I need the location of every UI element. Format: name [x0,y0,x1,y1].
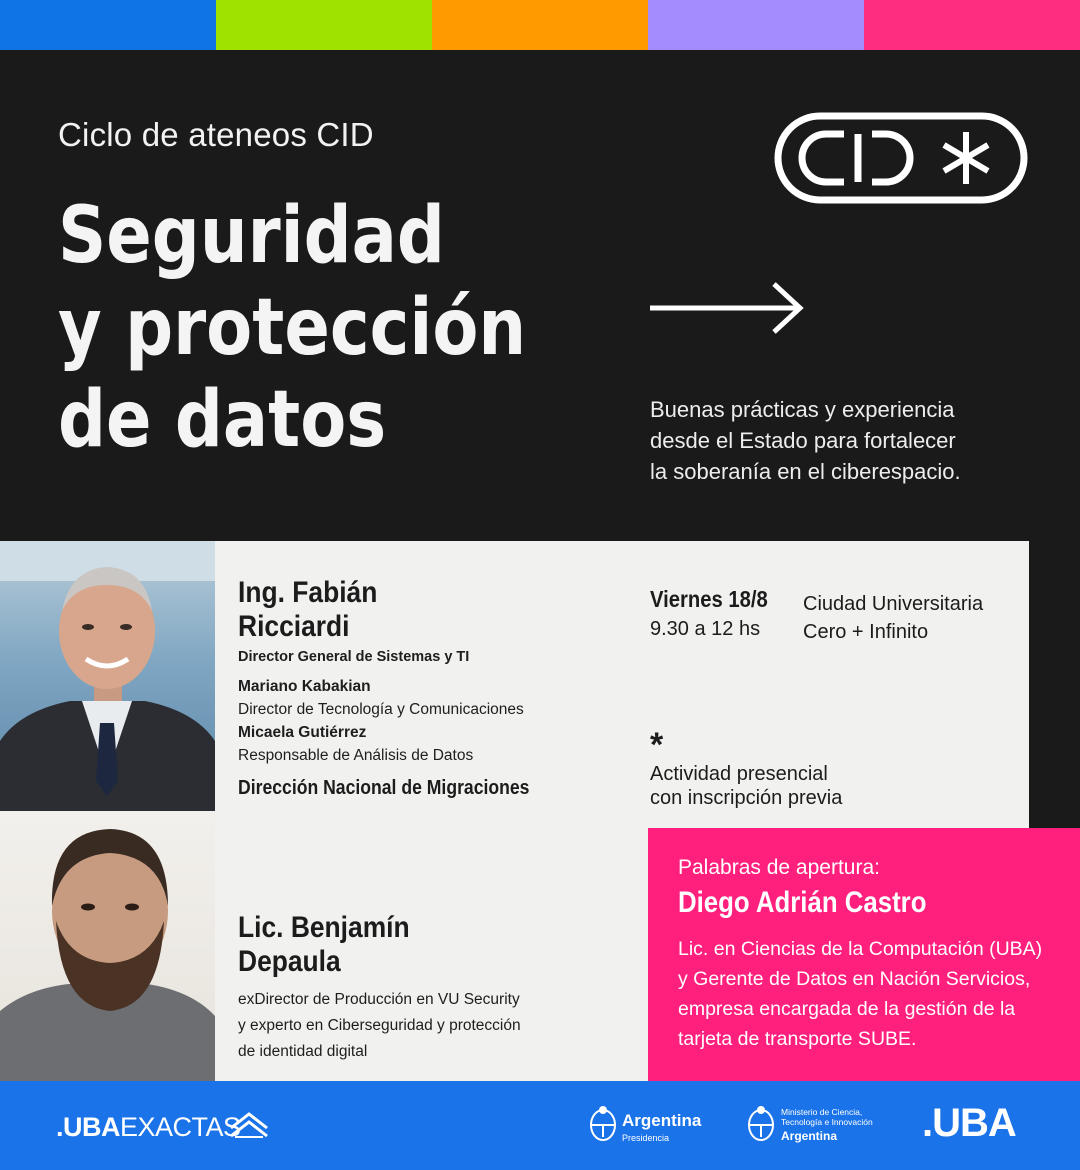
uba-exactas-suffix: EXACTAS [120,1112,241,1142]
co-speaker-name: Mariano Kabakian [238,678,371,695]
co-speaker-name: Micaela Gutiérrez [238,724,367,741]
ministry-label [781,1107,873,1127]
stripe-pink [864,0,1080,50]
page-title [58,190,574,466]
opening-label: Palabras de apertura: [678,856,880,879]
place-line-1: Ciudad Universitaria [803,593,984,615]
event-date: Viernes 18/8 [650,586,768,612]
opening-remarks-box [648,828,1080,1081]
opening-speaker-name: Diego Adrián Castro [678,886,927,919]
color-stripes [0,0,1080,50]
registration-note [650,762,842,810]
speaker-name-ricciardi [238,576,377,644]
event-place [803,590,983,646]
uba-exactas-prefix: .UBA [56,1112,120,1142]
speaker-bio-line-2: y experto en Ciberseguridad y protección [238,1017,521,1034]
hero-section [0,50,1080,541]
stripe-green [216,0,432,50]
co-speaker-role: Responsable de Análisis de Datos [238,747,474,764]
speaker-bio-line-1: exDirector de Producción en VU Security [238,991,520,1008]
tagline [650,394,1050,487]
tagline-line-2: desde el Estado para fortalecer [650,428,956,453]
stripe-orange [432,0,648,50]
argentina-label: Argentina [622,1111,702,1130]
opening-description [678,934,1078,1054]
asterisk-mark: * [650,726,664,764]
speaker-bio-line-3: de identidad digital [238,1043,368,1060]
speaker-name-line-1: Lic. Benjamín [238,911,410,944]
presidencia-label: Presidencia [622,1133,670,1143]
desc-line-1: Lic. en Ciencias de la Computación (UBA) [678,938,1043,960]
series-label: Ciclo de ateneos CID [58,116,374,153]
asterisk-icon [944,132,988,184]
footer-logos [0,1081,1080,1170]
cid-logo [774,112,1028,204]
ministry-country: Argentina [781,1129,838,1143]
tagline-line-3: la soberanía en el ciberespacio. [650,459,961,484]
speaker-role: Director General de Sistemas y TI [238,649,470,665]
co-speaker-role: Director de Tecnología y Comunicaciones [238,701,524,718]
speaker-name-line-2: Ricciardi [238,610,350,643]
title-line-2: y protección [58,283,527,373]
stripe-violet [648,0,864,50]
arrow-right-icon [650,280,806,336]
speaker-name-depaula [238,911,410,979]
stripe-blue [0,0,216,50]
desc-line-2: y Gerente de Datos en Nación Servicios, [678,968,1031,990]
title-line-3: de datos [58,375,387,465]
event-time: 9.30 a 12 hs [650,618,761,640]
speaker-name-line-2: Depaula [238,945,341,978]
title-line-1: Seguridad [58,191,445,281]
speaker-photo-depaula [0,811,215,1081]
place-line-2: Cero + Infinito [803,621,929,643]
argentina-shield-icon [588,1103,618,1143]
note-line-2: con inscripción previa [650,787,843,809]
tagline-line-1: Buenas prácticas y experiencia [650,397,955,422]
speaker-photo-ricciardi [0,541,215,811]
desc-line-3: empresa encargada de la gestión de la [678,998,1016,1020]
uba-logo: .UBA [922,1101,1016,1145]
desc-line-4: tarjeta de transporte SUBE. [678,1028,917,1050]
speaker-name-line-1: Ing. Fabián [238,576,378,609]
uba-exactas-logo [56,1112,241,1143]
ministry-line-2: Tecnología e Innovación [781,1117,873,1127]
roof-icon [229,1108,269,1138]
argentina-shield-icon [746,1103,776,1143]
ministry-line-1: Ministerio de Ciencia, [781,1107,863,1117]
organization-name: Dirección Nacional de Migraciones [238,777,530,799]
note-line-1: Actividad presencial [650,763,828,785]
